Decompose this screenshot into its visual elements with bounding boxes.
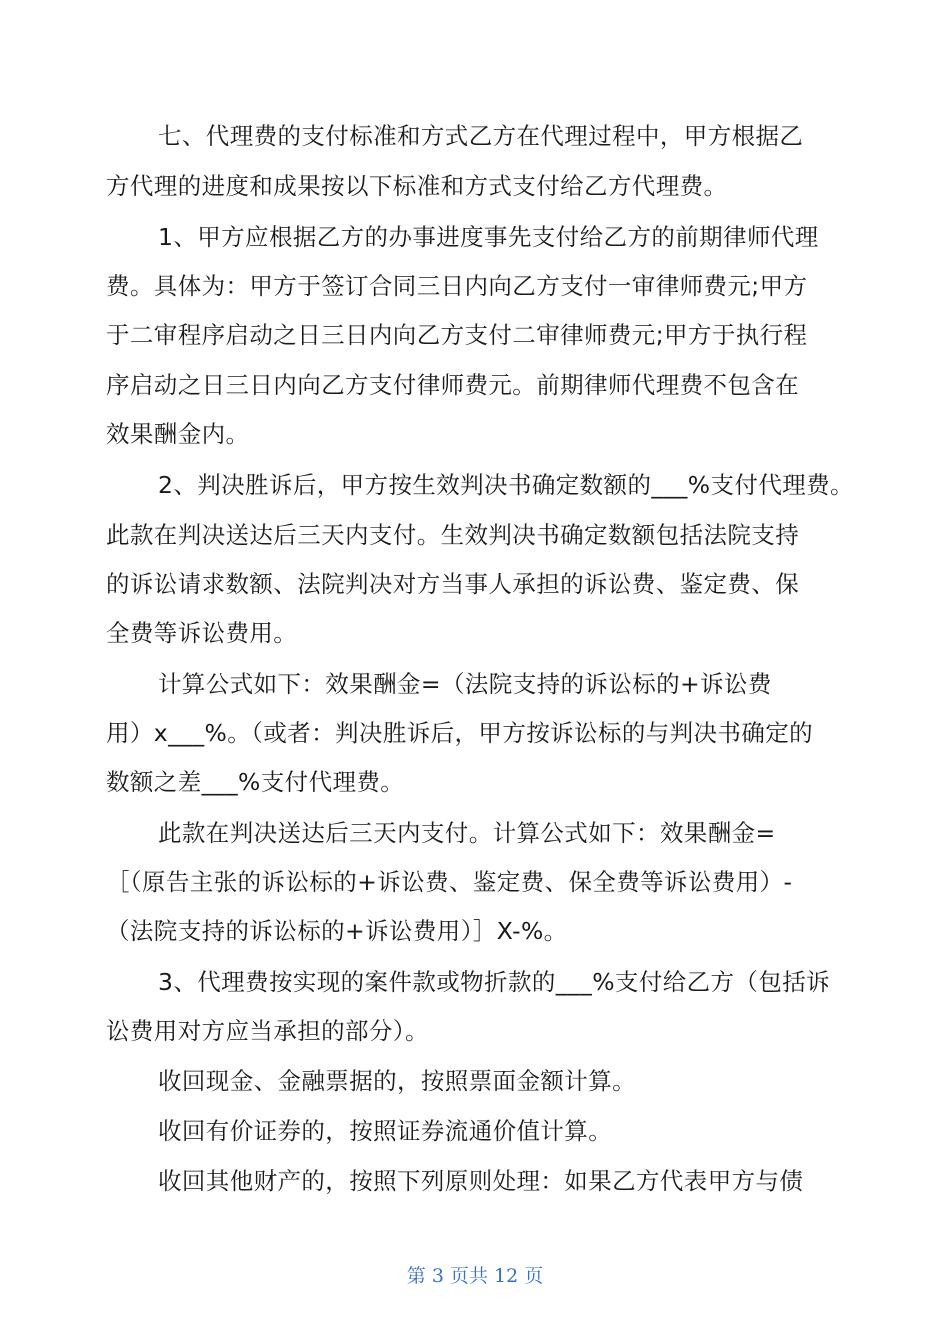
text-line: 效果酬金内。 <box>106 420 250 448</box>
text-line: 全费等诉讼费用。 <box>106 619 298 647</box>
text-line: 此款在判决送达后三天内支付。计算公式如下：效果酬金= <box>158 819 776 847</box>
text-line: 此款在判决送达后三天内支付。生效判决书确定数额包括法院支持 <box>106 521 800 549</box>
text-line: 1、甲方应根据乙方的办事进度事先支付给乙方的前期律师代理 <box>158 223 819 251</box>
text-line: 用）x___%。（或者：判决胜诉后，甲方按诉讼标的与判决书确定的 <box>106 719 814 747</box>
text-line: 费。具体为：甲方于签订合同三日内向乙方支付一审律师费元;甲方 <box>106 272 808 300</box>
text-line: 方代理的进度和成果按以下标准和方式支付给乙方代理费。 <box>106 172 728 200</box>
text-line: ［（原告主张的诉讼标的+诉讼费、鉴定费、保全费等诉讼费用）- <box>106 868 793 896</box>
page-number-footer: 第 3 页共 12 页 <box>406 1265 544 1287</box>
text-line: 序启动之日三日内向乙方支付律师费元。前期律师代理费不包含在 <box>106 371 800 399</box>
text-line: 收回其他财产的，按照下列原则处理：如果乙方代表甲方与债 <box>158 1167 804 1195</box>
text-line: （法院支持的诉讼标的+诉讼费用）］X-%。 <box>106 917 568 945</box>
text-line: 计算公式如下：效果酬金=（法院支持的诉讼标的+诉讼费 <box>158 670 772 698</box>
text-line: 七、代理费的支付标准和方式乙方在代理过程中，甲方根据乙 <box>158 122 804 150</box>
text-line: 的诉讼请求数额、法院判决对方当事人承担的诉讼费、鉴定费、保 <box>106 570 800 598</box>
text-line: 3、代理费按实现的案件款或物折款的___%支付给乙方（包括诉 <box>158 968 831 996</box>
text-line: 讼费用对方应当承担的部分）。 <box>106 1017 429 1045</box>
text-line: 收回现金、金融票据的，按照票面金额计算。 <box>158 1067 636 1095</box>
text-line: 2、判决胜诉后，甲方按生效判决书确定数额的___%支付代理费。 <box>158 471 854 499</box>
text-line: 数额之差___%支付代理费。 <box>106 768 405 796</box>
text-line: 于二审程序启动之日三日内向乙方支付二审律师费元;甲方于执行程 <box>106 321 808 349</box>
text-line: 收回有价证券的，按照证券流通价值计算。 <box>158 1117 613 1145</box>
